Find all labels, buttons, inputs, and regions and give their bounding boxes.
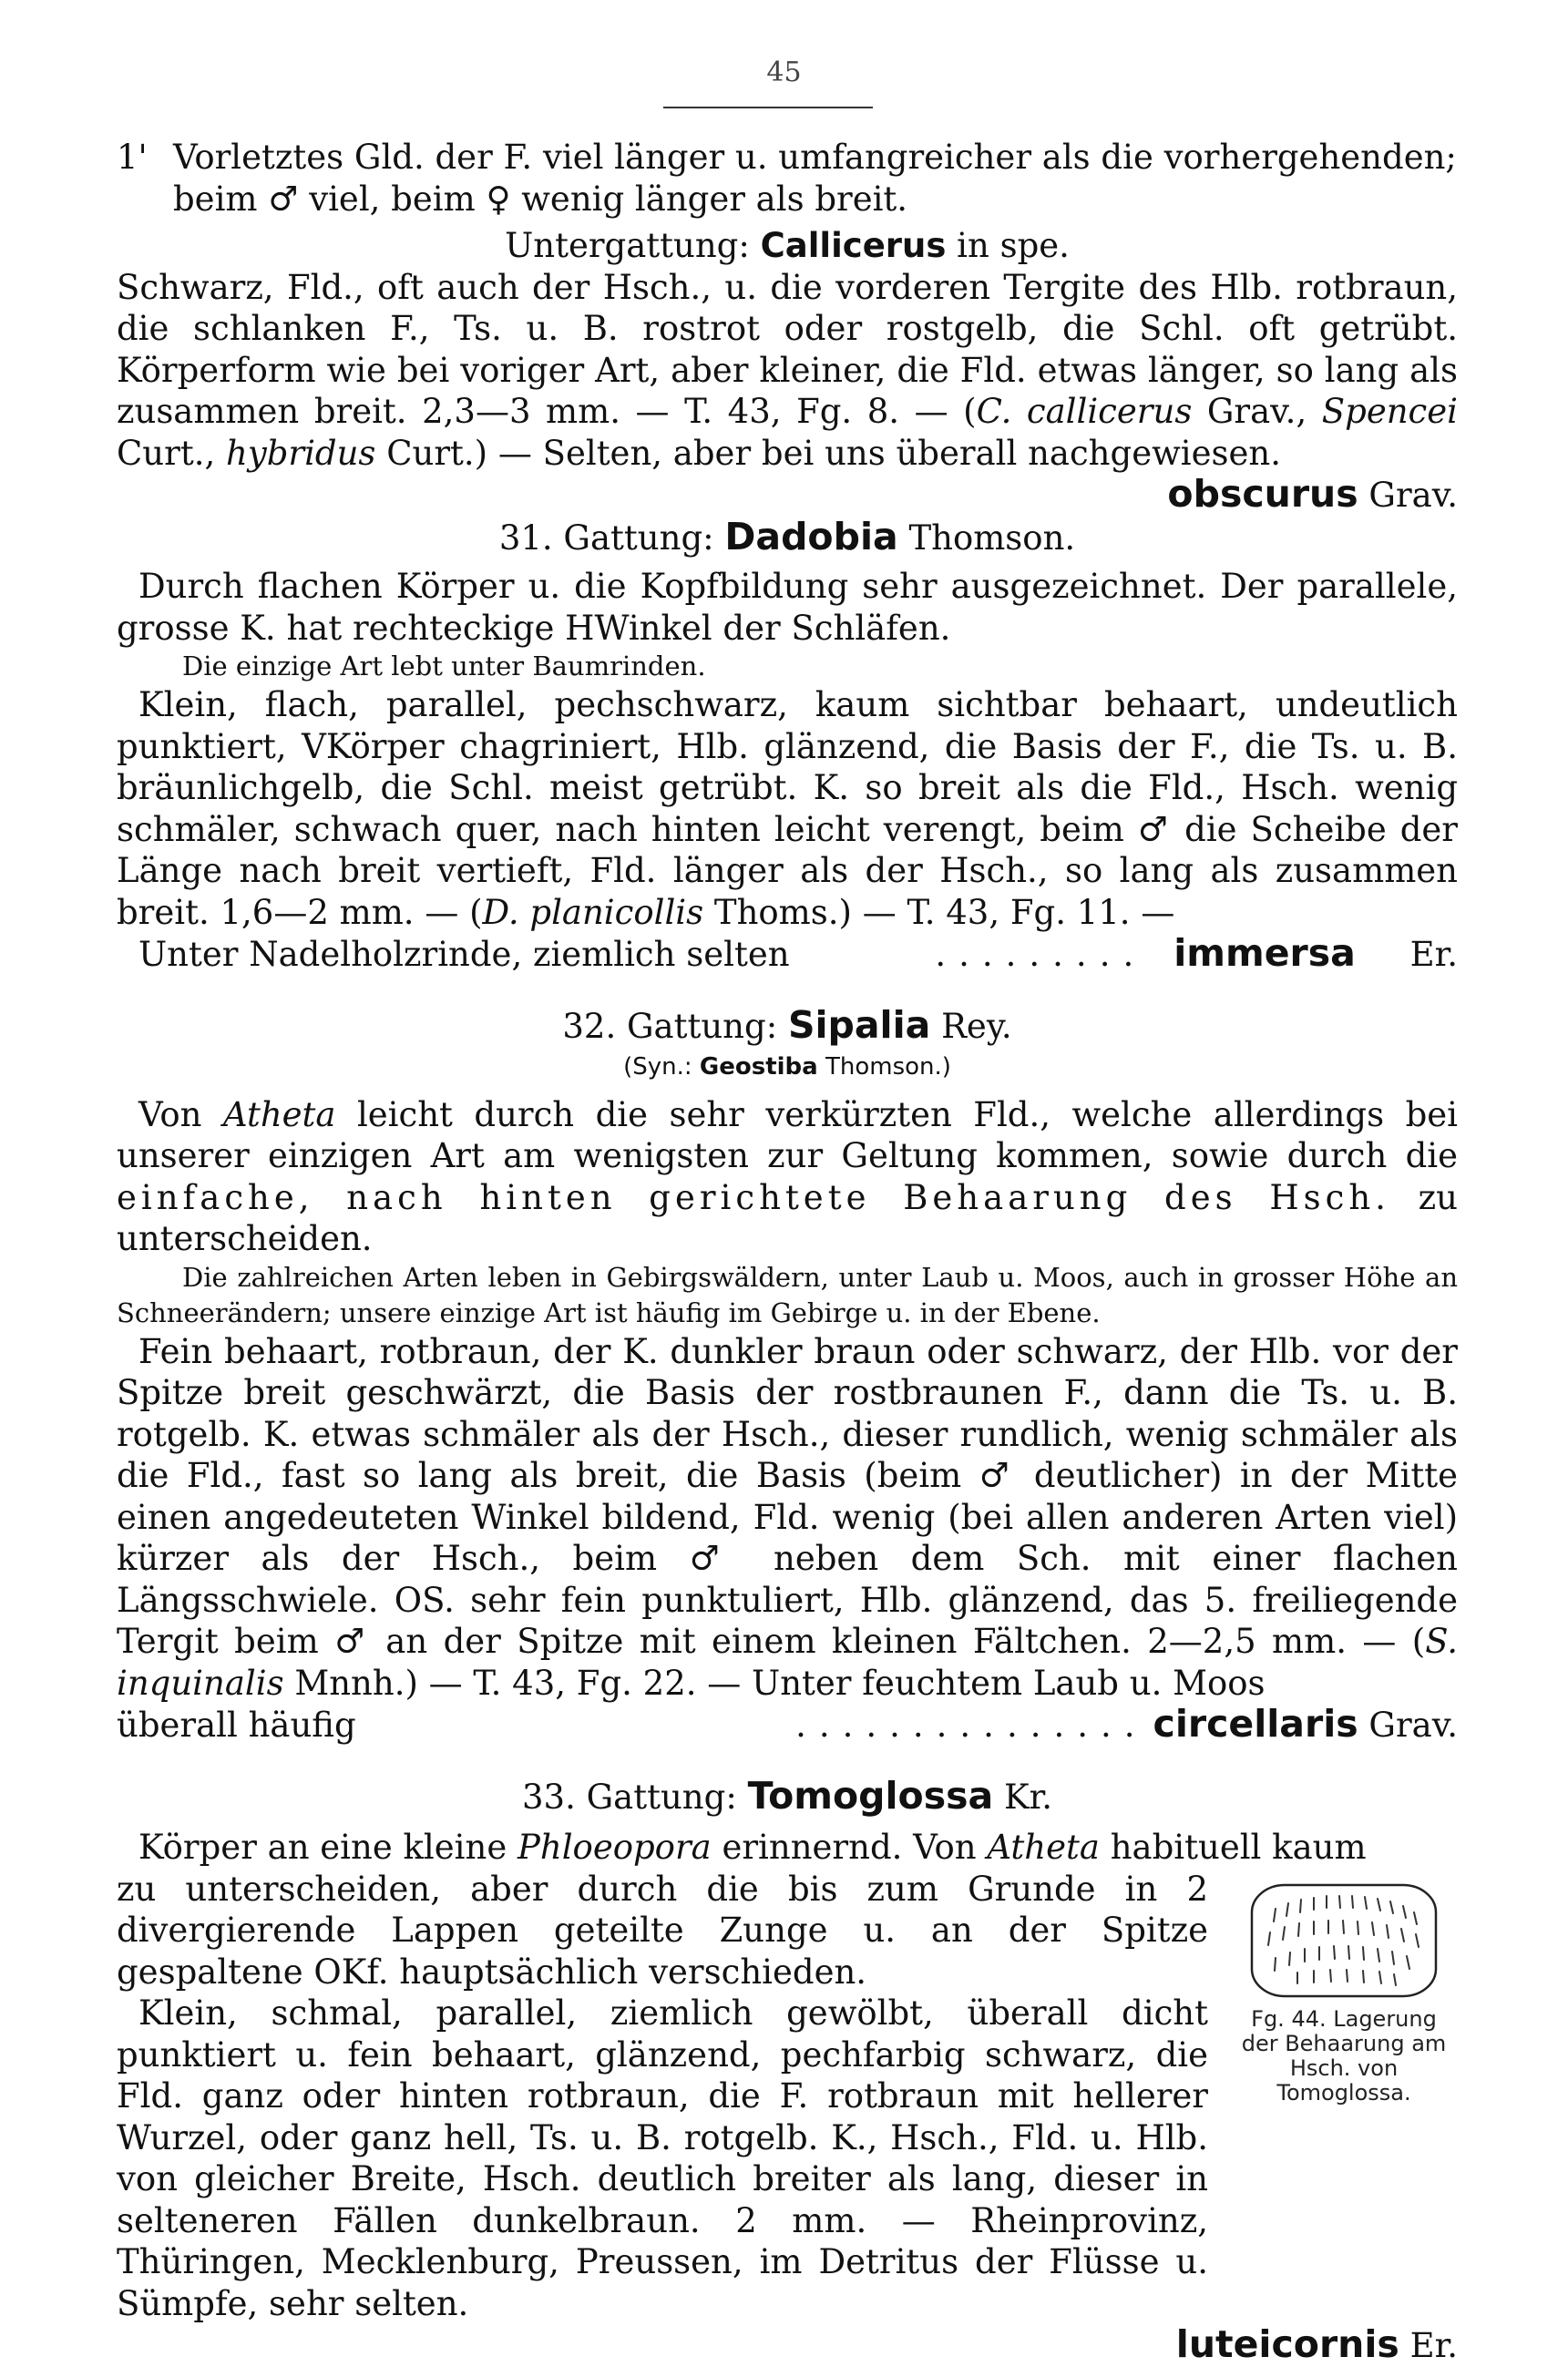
species-line-immersa: Unter Nadelholzrinde, ziemlich selten ......... immersa Er. <box>138 931 1458 975</box>
species-name: obscurus <box>1167 472 1358 516</box>
genus-name: Tomoglossa <box>747 1773 994 1818</box>
species-name: immersa <box>1173 931 1356 975</box>
species-name: circellaris <box>1153 1702 1358 1746</box>
genus-intro-dadobia: Durch flachen Körper u. die Kopfbildung sehr ausgezeichnet. Der parallele, grosse K. hat rechteckige HWinkel der Schläfen. <box>117 567 1458 648</box>
genus-heading-sipalia: 32. Gattung: Sipalia Rey. <box>562 1002 1012 1047</box>
pronotum-hair-pattern-illustration <box>1248 1881 1440 2000</box>
page-number: 45 <box>766 56 802 88</box>
habitat-note-dadobia: Die einzige Art lebt unter Baumrinden. <box>182 651 706 681</box>
description-callicerus: Schwarz, Fld., oft auch der Hsch., u. die vorderen Tergite des Hlb. rotbraun, die schlanken F., Ts. u. B. rostrot oder rostgelb, die Schl. oft getrübt. Körperform wie bei voriger Art, aber kleiner, die Fld. etwas länger, so lang als zusammen breit. 2,3—3 mm. — T. 43, Fg. 8. — (C. callicerus Grav., Spencei Curt., hybridus Curt.) — Selten, aber bei uns überall nachgewiesen. <box>117 267 1458 473</box>
species-name: luteicornis <box>1175 2322 1399 2366</box>
description-tomoglossa: Klein, schmal, parallel, ziemlich gewölbt, überall dicht punktiert u. fein behaart, glänzend, pechfarbig schwarz, die Fld. ganz oder hinten rotbraun, die F. rotbraun mit hellerer Wurzel, oder ganz hell, Ts. u. B. rotgelb. K., Hsch., Fld. u. Hlb. von gleicher Breite, Hsch. deutlich breiter als lang, dieser in selteneren Fällen dunkelbraun. 2 mm. — Rheinprovinz, Thüringen, Mecklenburg, Preussen, im Detritus der Flüsse u. Sümpfe, sehr selten. <box>117 1993 1208 2323</box>
figure-44 <box>1230 1869 1458 2325</box>
figure-caption: Fg. 44. Lagerung der Behaarung am Hsch. von Tomoglossa. <box>1241 2005 1447 2106</box>
genus-name: Dadobia <box>724 514 898 558</box>
subgenus-heading-callicerus: Untergattung: Callicerus in spe. <box>505 226 1070 265</box>
key-entry-1prime <box>117 137 1458 220</box>
genus-name: Sipalia <box>787 1002 931 1047</box>
genus-intro-sipalia: Von Atheta leicht durch die sehr verkürzten Fld., welche allerdings bei unserer einzigen Art am wenigsten zur Geltung kommen, sowie durch die einfache, nach hinten gerichtete Behaarung des Hsch. zu unterscheiden. <box>117 1094 1458 1258</box>
description-sipalia: Fein behaart, rotbraun, der K. dunkler braun oder schwarz, der Hlb. vor der Spitze breit geschwärzt, die Basis der rostbraunen F., dann die Ts. u. B. rotgelb. K. etwas schmäler als der Hsch., dieser rundlich, wenig schmäler als die Fld., fast so lang als breit, die Basis (beim ♂ deutlicher) in der Mitte einen angedeuteten Winkel bildend, Fld. wenig (bei allen anderen Arten viel) kürzer als der Hsch., beim ♂ neben dem Sch. mit einer flachen Längsschwiele. OS. sehr fein punktuliert, Hlb. glänzend, das 5. freiliegende Tergit beim ♂ an der Spitze mit einem kleinen Fältchen. 2—2,5 mm. — (S. inquinalis Mnnh.) — T. 43, Fg. 22. — Unter feuchtem Laub u. Moos <box>117 1331 1458 1703</box>
header-rule <box>663 107 873 108</box>
description-dadobia: Klein, flach, parallel, pechschwarz, kaum sichtbar behaart, undeutlich punktiert, VKörper chagriniert, Hlb. glänzend, die Basis der F., die Ts. u. B. bräunlichgelb, die Schl. meist getrübt. K. so breit als die Fld., Hsch. wenig schmäler, schwach quer, nach hinten leicht verengt, beim ♂ die Scheibe der Länge nach breit vertieft, Fld. länger als der Hsch., so lang als zusammen breit. 1,6—2 mm. — (D. planicollis Thoms.) — T. 43, Fg. 11. — <box>117 685 1458 932</box>
page-body <box>117 137 1458 2367</box>
species-line-circellaris: überall häufig ............... circellaris Grav. <box>117 1702 1458 1746</box>
genus-heading-tomoglossa: 33. Gattung: Tomoglossa Kr. <box>522 1773 1052 1818</box>
habitat-note-sipalia: Die zahlreichen Arten leben in Gebirgswäldern, unter Laub u. Moos, auch in grosser Höhe an Schneerändern; unsere einzige Art ist häufig im Gebirge u. in der Ebene. <box>117 1261 1458 1328</box>
genus-intro-tomoglossa-line1: Körper an eine kleine Phloeopora erinnernd. Von Atheta habituell kaum <box>138 1828 1367 1867</box>
genus-heading-dadobia: 31. Gattung: Dadobia Thomson. <box>498 514 1076 558</box>
genus-intro-tomoglossa: zu unterscheiden, aber durch die bis zum Grunde in 2 divergierende Lappen geteilte Zunge u. an der Spitze gespaltene OKf. hauptsächlich verschieden. <box>117 1869 1208 1992</box>
tomoglossa-text-with-figure <box>117 1869 1458 2325</box>
key-text: Vorletztes Gld. der F. viel länger u. umfangreicher als die vorhergehenden; beim ♂ viel, beim ♀ wenig länger als breit. <box>173 138 1457 219</box>
subgenus-name: Callicerus <box>760 226 947 265</box>
species-line-obscurus: obscurus Grav. <box>1167 472 1458 516</box>
synonym-line-sipalia: (Syn.: Geostiba Thomson.) <box>623 1053 951 1081</box>
species-line-luteicornis: luteicornis Er. <box>1175 2322 1458 2366</box>
key-number: 1' <box>117 138 148 177</box>
